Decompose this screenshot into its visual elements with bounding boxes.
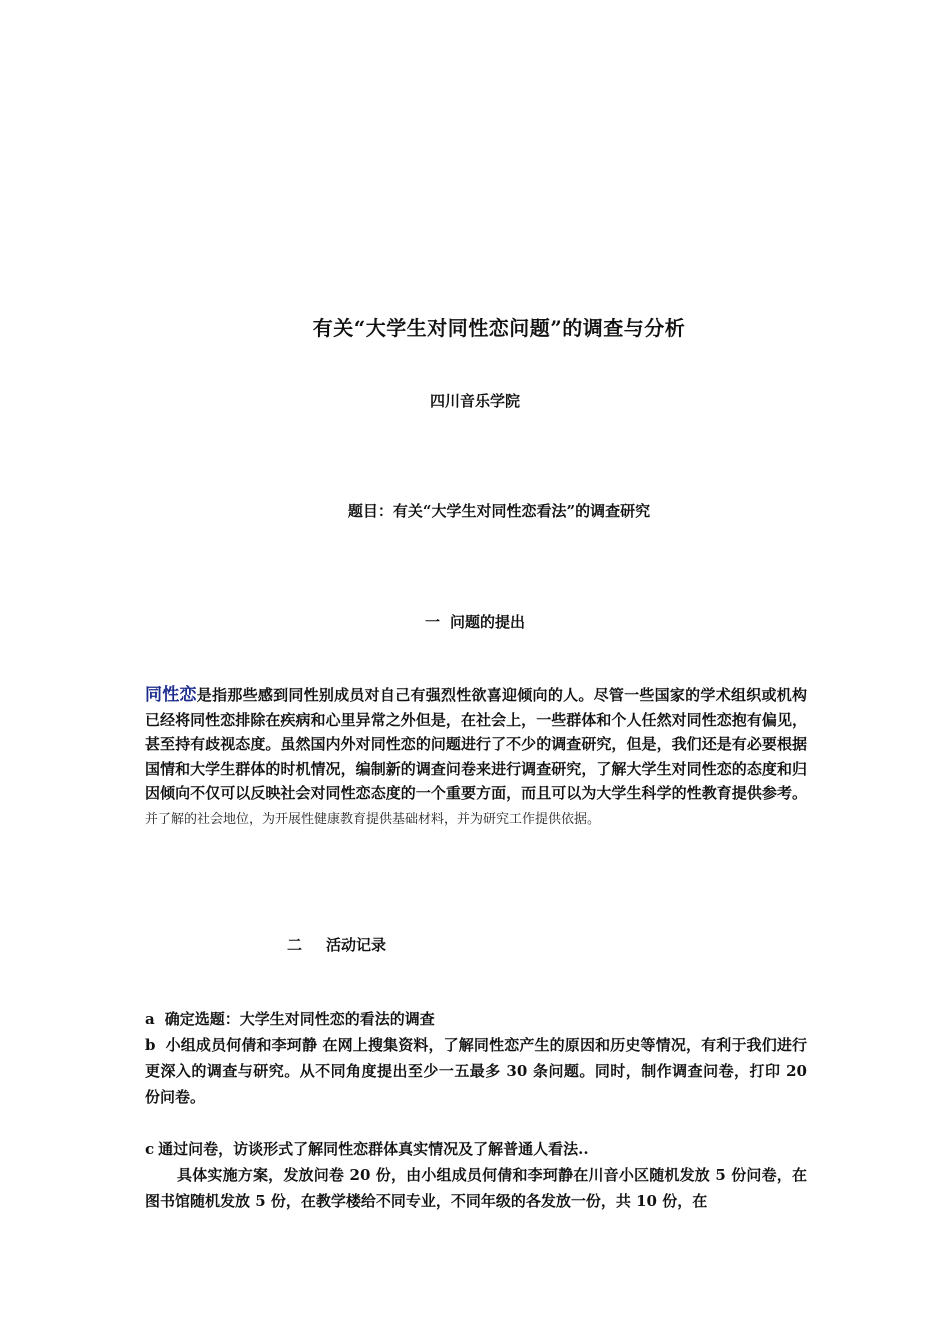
section-1-number: 一 — [424, 613, 440, 631]
activity-list — [145, 1006, 807, 1214]
list-item-b — [145, 1032, 807, 1110]
section-2-title: 活动记录 — [326, 936, 387, 954]
item-c-detail: 具体实施方案，发放问卷 20 份，由小组成员何倩和李珂静在川音小区随机发放 5 份问卷，在图书馆随机发放 5 份，在教学楼给不同专业，不同年级的各发放一份，共 10 份，在 — [145, 1166, 807, 1210]
item-c-marker: c — [145, 1140, 155, 1158]
term-homosexuality-link[interactable]: 同性恋 — [145, 685, 197, 705]
section-2-number: 二 — [287, 936, 303, 954]
section-1-body: 是指那些感到同性别成员对自己有强烈性欲喜迎倾向的人。尽管一些国家的学术组织或机构已经将同性恋排除在疾病和心里异常之外但是，在社会上，一些群体和个人任然对同性恋抱有偏见，甚至持有歧视态度。虽然国内外对同性恋的问题进行了不少的调查研究，但是，我们还是有必要根据国情和大学生群体的时机情况，编制新的调查问卷来进行调查研究，了解大学生对同性恋的态度和归因倾向不仅可以反映社会对同性恋态度的一个重要方面，而且可以为大学生科学的性教育提供参考。 — [145, 686, 808, 802]
spacer — [145, 1110, 807, 1136]
section-1-heading — [0, 611, 950, 632]
school-name: 四川音乐学院 — [429, 392, 520, 410]
list-item-c — [145, 1136, 807, 1162]
section-1-paragraph — [145, 683, 807, 832]
item-b-marker: b — [145, 1036, 156, 1054]
document-title: 有关“大学生对同性恋问题”的调查与分析 — [312, 316, 686, 340]
section-1-small-text: 并了解的社会地位，为开展性健康教育提供基础材料，并为研究工作提供依据。 — [145, 811, 601, 827]
item-a-marker: a — [145, 1010, 155, 1028]
research-topic: 题目：有关“大学生对同性恋看法”的调查研究 — [347, 502, 651, 520]
section-1-title: 问题的提出 — [450, 613, 526, 631]
item-b-text: 小组成员何倩和李珂静 在网上搜集资料，了解同性恋产生的原因和历史等情况，有利于我们进行更深入的调查与研究。从不同角度提出至少一五最多 30 条问题。同时，制作调查问卷，打印 20 份问卷。 — [145, 1036, 807, 1106]
item-c-text: 通过问卷，访谈形式了解同性恋群体真实情况及了解普通人看法.. — [158, 1140, 589, 1158]
item-a-text: 确定选题：大学生对同性恋的看法的调查 — [164, 1010, 435, 1028]
section-2-heading — [287, 934, 386, 955]
list-item-a — [145, 1006, 807, 1032]
